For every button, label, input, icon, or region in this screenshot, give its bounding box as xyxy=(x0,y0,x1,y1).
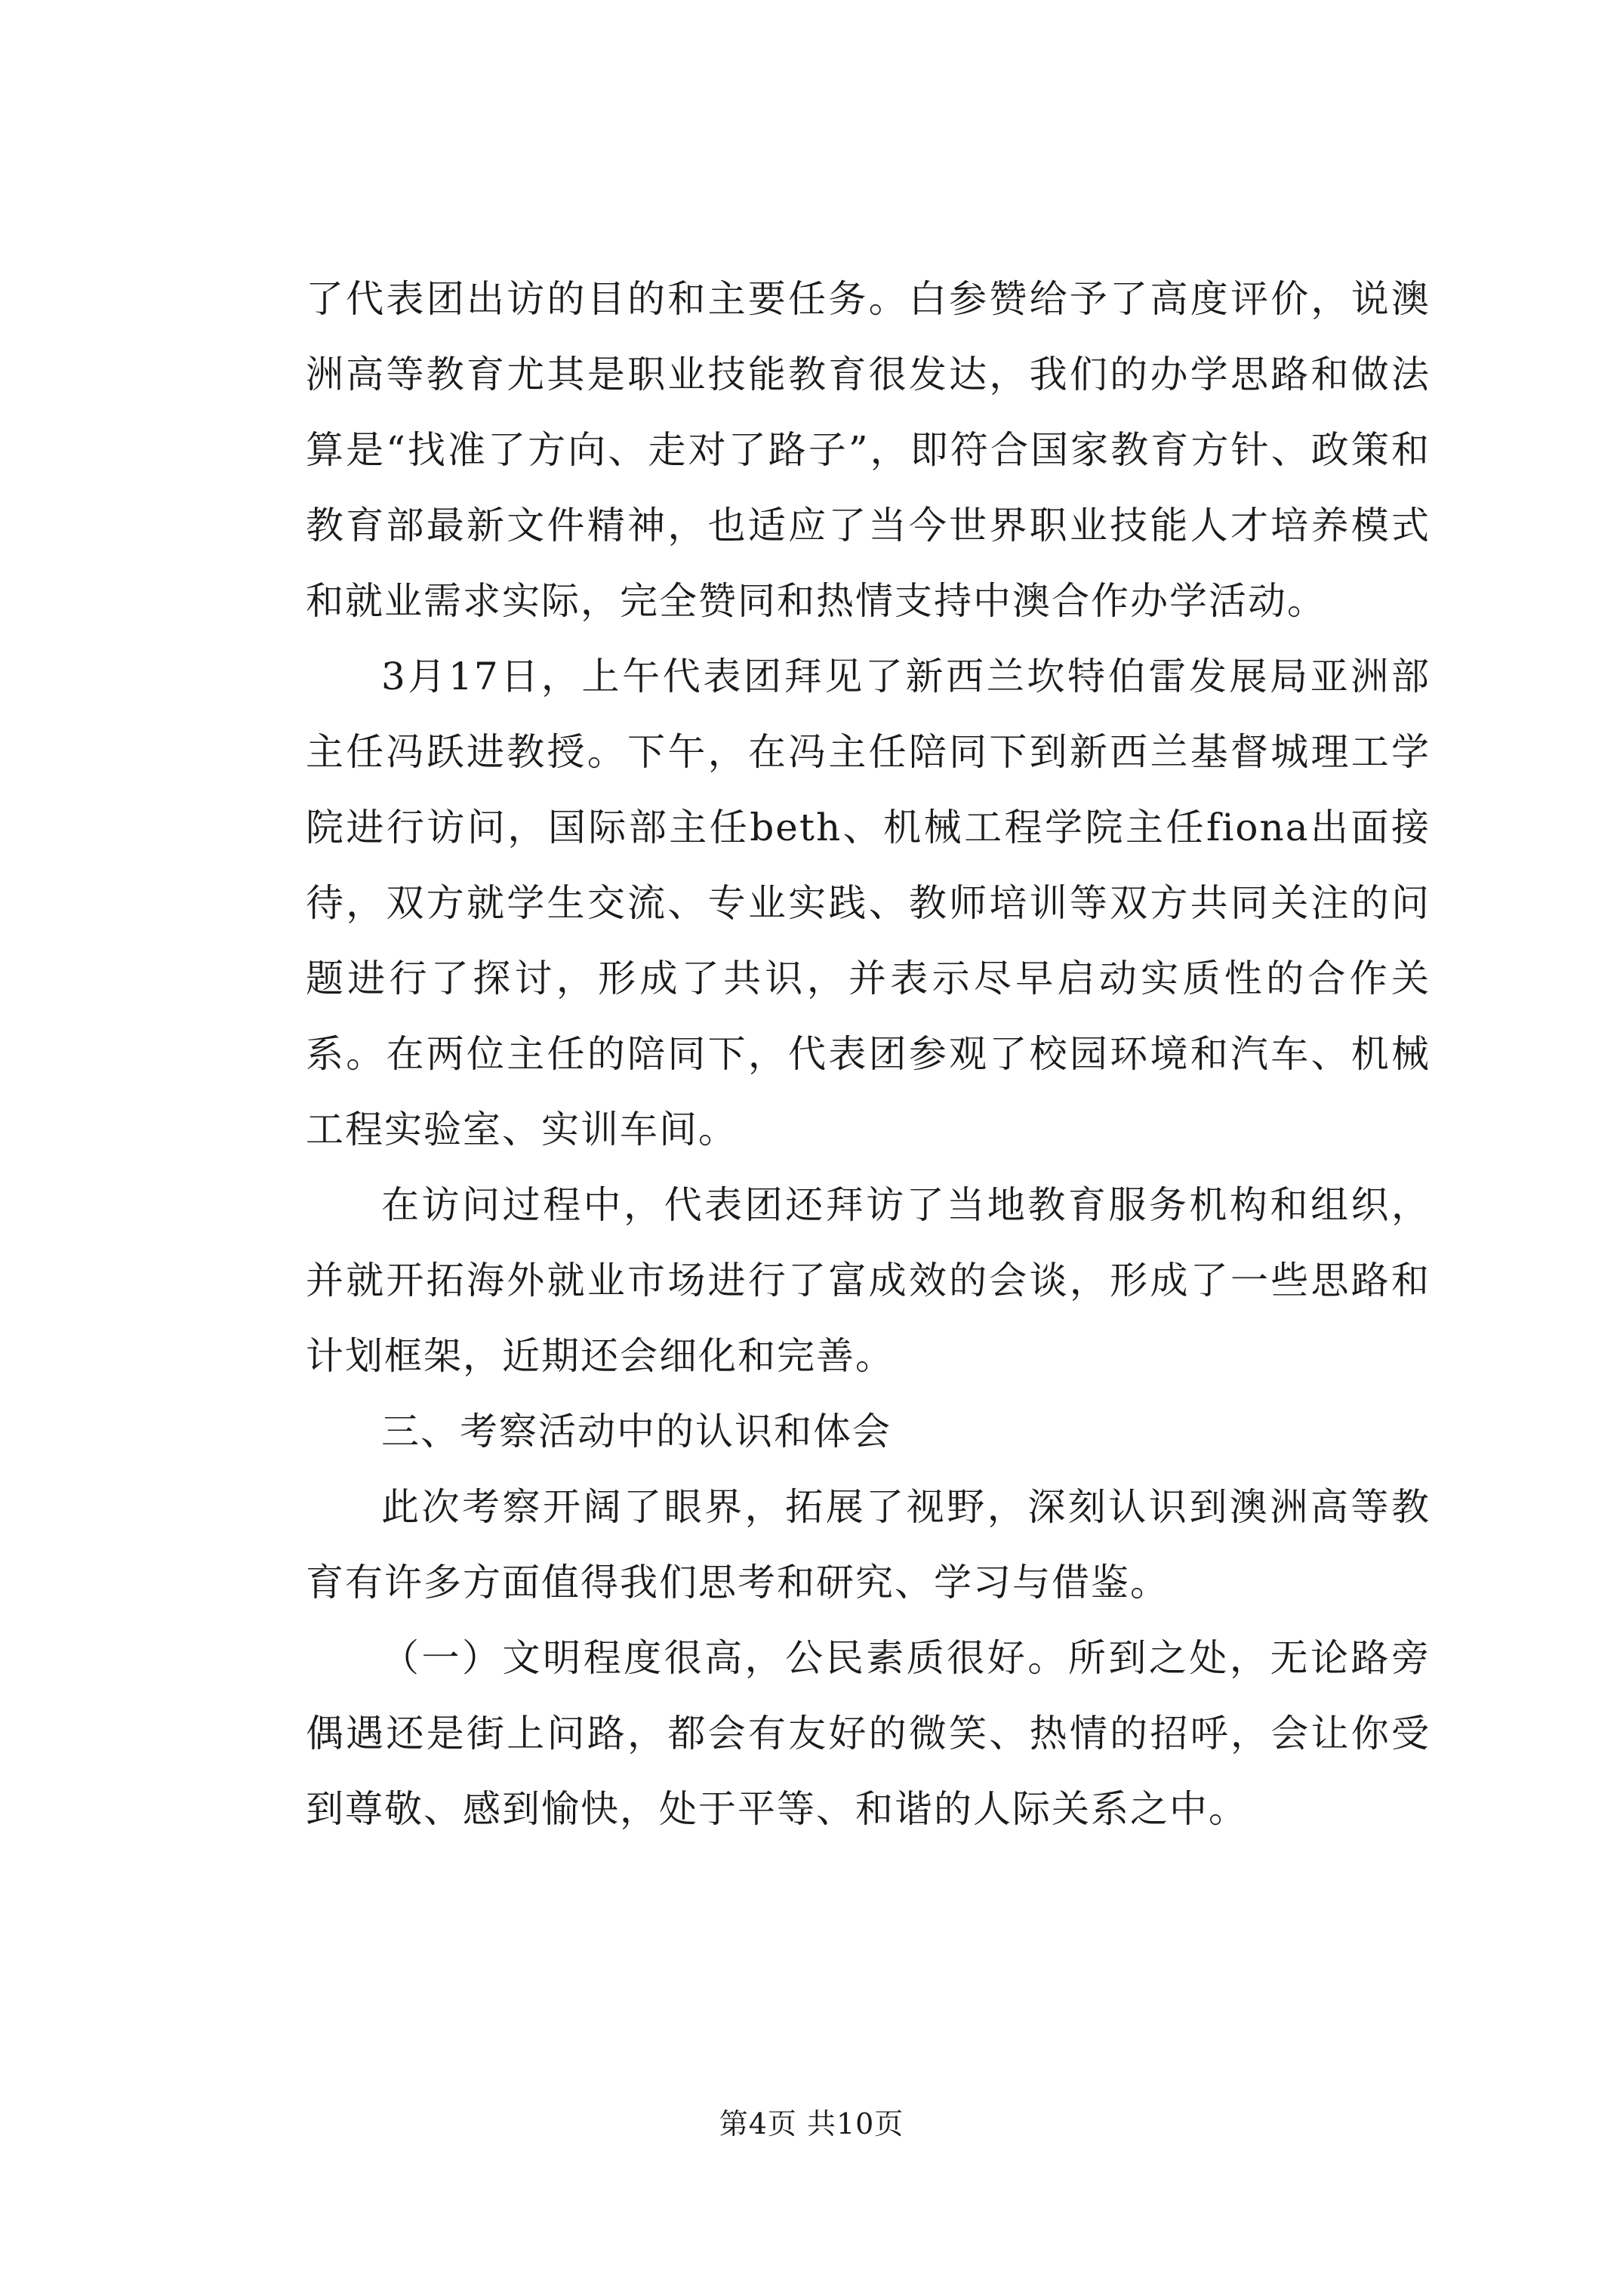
page-footer: 第4页 共10页 xyxy=(719,2107,904,2140)
paragraph-march-17-visit: 3月17日，上午代表团拜见了新西兰坎特伯雷发展局亚洲部主任冯跃进教授。下午，在冯主任陪同下到新西兰基督城理工学院进行访问，国际部主任beth、机械工程学院主任fiona出面接待，双方就学生交流、专业实践、教师培训等双方共同关注的问题进行了探讨，形成了共识，并表示尽早启动实质性的合作关系。在两位主任的陪同下，代表团参观了校园环境和汽车、机械工程实验室、实训车间。 xyxy=(306,655,1431,1151)
document-body xyxy=(306,261,1431,1847)
section-heading-insights: 三、考察活动中的认识和体会 xyxy=(381,1410,892,1453)
paragraph-education-services: 在访问过程中，代表团还拜访了当地教育服务机构和组织，并就开拓海外就业市场进行了富成效的会谈，形成了一些思路和计划框架，近期还会细化和完善。 xyxy=(306,1183,1431,1378)
paragraph-insights-intro: 此次考察开阔了眼界，拓展了视野，深刻认识到澳洲高等教育有许多方面值得我们思考和研究、学习与借鉴。 xyxy=(306,1485,1431,1604)
paragraph-delegation-purpose: 了代表团出访的目的和主要任务。白参赞给予了高度评价，说澳洲高等教育尤其是职业技能教育很发达，我们的办学思路和做法算是“找准了方向、走对了路子”，即符合国家教育方针、政策和教育部最新文件精神，也适应了当今世界职业技能人才培养模式和就业需求实际，完全赞同和热情支持中澳合作办学活动。 xyxy=(306,277,1431,623)
paragraph-civility: （一）文明程度很高，公民素质很好。所到之处，无论路旁偶遇还是街上问路，都会有友好的微笑、热情的招呼，会让你受到尊敬、感到愉快，处于平等、和谐的人际关系之中。 xyxy=(306,1636,1431,1831)
